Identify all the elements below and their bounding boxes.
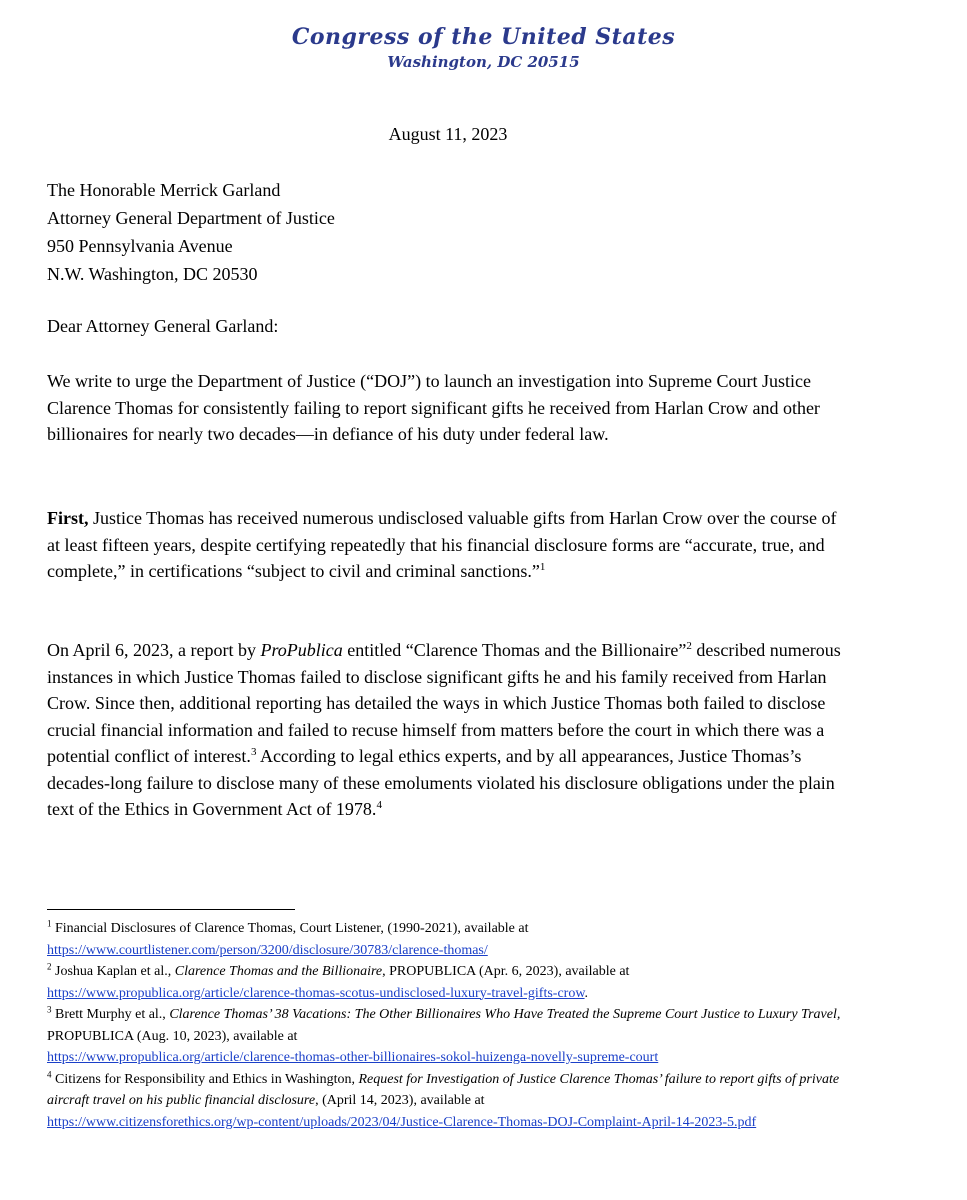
footnote-number: 1 — [47, 918, 52, 929]
footnote-number: 3 — [47, 1004, 52, 1015]
footnote-link[interactable]: https://www.citizensforethics.org/wp-content/uploads/2023/04/Justice-Clarence-Thomas-DOJ-Complaint-April-14-2023-5.pdf — [47, 1114, 757, 1130]
p3-part1: On April 6, 2023, a report by — [47, 640, 261, 660]
footnote-divider — [47, 909, 295, 910]
footnote-title: Clarence Thomas’ 38 Vacations: The Other Billionaires Who Have Treated the Supreme Court Justice to Luxury Travel, — [169, 1007, 841, 1022]
footnote-text: , (April 14, 2023), available at — [315, 1093, 485, 1108]
footnote-link[interactable]: https://www.courtlistener.com/person/3200/disclosure/30783/clarence-thomas/ — [47, 942, 488, 958]
footnote-ref-2[interactable]: 2 — [686, 640, 692, 652]
paragraph-first-text: Justice Thomas has received numerous undisclosed valuable gifts from Harlan Crow over the course of at least fifteen years, despite certifying repeatedly that his financial disclosure forms are “accurate, true, and complete,” in certifications “subject to civil and criminal sanctions.” — [47, 508, 837, 581]
letter-date: August 11, 2023 — [388, 124, 508, 144]
footnote-3 — [47, 1004, 867, 1069]
paragraph-first — [47, 505, 847, 585]
footnote-link[interactable]: https://www.propublica.org/article/clarence-thomas-other-billionaires-sokol-huizenga-novelly-supreme-court — [47, 1050, 659, 1065]
paragraph-first-lead: First, — [47, 508, 89, 528]
p3-part2: entitled “Clarence Thomas and the Billionaire” — [342, 640, 687, 660]
footnote-text: Citizens for Responsibility and Ethics in Washington, — [51, 1071, 359, 1087]
letterhead-subtitle: Washington, DC 20515 — [387, 53, 580, 71]
salutation: Dear Attorney General Garland: — [47, 316, 279, 336]
p3-publication: ProPublica — [260, 640, 343, 660]
recipient-line-street: 950 Pennsylvania Avenue — [47, 236, 233, 256]
recipient-line-title: Attorney General Department of Justice — [47, 208, 335, 228]
footnote-ref-4[interactable]: 4 — [376, 799, 382, 811]
footnote-text: Joshua Kaplan et al., — [51, 964, 175, 979]
recipient-line-city: N.W. Washington, DC 20530 — [47, 264, 258, 284]
footnote-4 — [47, 1069, 867, 1134]
footnote-ref-1[interactable]: 1 — [539, 561, 546, 573]
p3-part3: described numerous instances in which Justice Thomas failed to disclose significant gifts he and his family received from Harlan Crow. Since then, additional reporting has detailed the ways in which Justice Thomas both failed to disclose crucial financial information and failed to recuse himself from matters before the court in which there was a potential conflict of interest. — [47, 640, 841, 766]
footnote-text: PROPUBLICA (Aug. 10, 2023), available at — [47, 1028, 298, 1044]
footnote-title: Request for Investigation of Justice Clarence Thomas’ failure to report gifts of private aircraft travel on his public financial disclosure — [47, 1071, 840, 1108]
footnote-link[interactable]: https://www.propublica.org/article/clarence-thomas-scotus-undisclosed-luxury-travel-gifts-crow — [47, 985, 585, 1001]
footnote-text: Brett Murphy et al., — [51, 1007, 170, 1022]
paragraph-propublica — [47, 637, 847, 823]
footnote-text: Financial Disclosures of Clarence Thomas, Court Listener, (1990-2021), available at — [51, 921, 529, 936]
footnote-suffix: . — [584, 985, 589, 1001]
footnote-title: Clarence Thomas and the Billionaire — [174, 964, 383, 979]
footnotes — [47, 918, 867, 1133]
recipient-address — [47, 176, 335, 288]
footnote-ref-3[interactable]: 3 — [250, 746, 257, 758]
p3-part4: According to legal ethics experts, and by all appearances, Justice Thomas’s decades-long failure to disclose many of these emoluments violated his disclosure obligations under the plain text of the Ethics in Government Act of 1978. — [47, 746, 835, 819]
paragraph-intro: We write to urge the Department of Justice (“DOJ”) to launch an investigation into Supreme Court Justice Clarence Thomas for consistently failing to report significant gifts he received from Harlan Crow and other billionaires for nearly two decades—in defiance of his duty under federal law. — [47, 371, 820, 444]
footnote-number: 2 — [47, 961, 52, 972]
footnote-2 — [47, 961, 867, 1004]
recipient-line-name: The Honorable Merrick Garland — [47, 180, 281, 200]
footnote-number: 4 — [47, 1068, 52, 1079]
footnote-1 — [47, 918, 867, 961]
letterhead-title: Congress of the United States — [291, 24, 676, 50]
letterhead — [0, 22, 967, 72]
footnote-text: , PROPUBLICA (Apr. 6, 2023), available at — [382, 964, 630, 979]
